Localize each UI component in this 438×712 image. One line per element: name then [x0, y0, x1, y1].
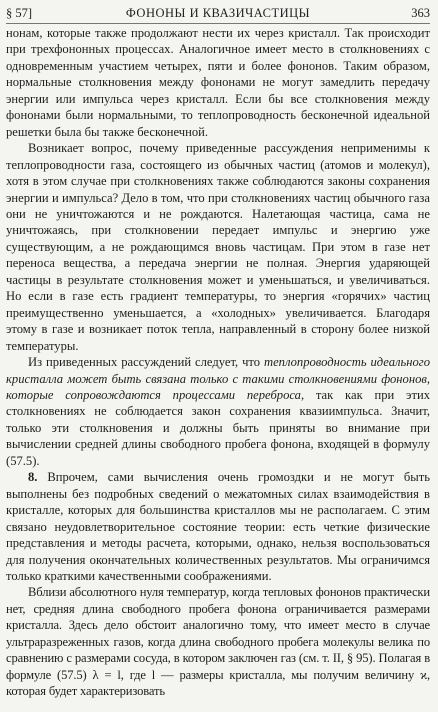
page-number: 363 — [411, 6, 430, 20]
body-text — [6, 25, 430, 700]
paragraph-3-tail: , так как при этих столкновениях не соблюдается закон сохранения квазиимпульса. Значит, только эти столкновения и должны быть приняты во внимание при вычислении средней длины свободного пробега фонона, входящей в формулу (57.5). — [6, 387, 430, 468]
paragraph-3 — [6, 354, 430, 469]
paragraph-5: Вблизи абсолютного нуля температур, когда тепловых фононов практически нет, средняя длина свободного пробега фонона ограничивается размерами кристалла. Здесь дело обстоит аналогично тому, что имеет место в случае ультраразреженных газов, когда длина свободного пробега молекулы велика по сравнению с размерами сосуда, в котором заключен газ (см. т. II, § 95). Полагая в формуле (57.5) λ = l, где l — размеры кристалла, мы получим величину ϰ, которая будет характеризовать — [6, 585, 430, 699]
running-header — [6, 3, 430, 23]
paragraph-3-lead: Из приведенных рассуждений следует, что — [28, 355, 264, 370]
section-marker: § 57] — [6, 6, 33, 20]
paragraph-4-number: 8. — [28, 470, 38, 485]
paragraph-1: нонам, которые также продолжают нести их через кристалл. Так происходит при трехфононных процессах. Аналогичное имеет место в столкновениях с одновременным участием четырех, пяти и более фононов. Таким образом, нормальные столкновения между фононами не могут замедлить передачу энергии или импульса через кристалл. Если бы все столкновения между фононами были нормальными, то теплопроводность бесконечной идеальной решетки была бы также бесконечной. — [6, 26, 430, 139]
paragraph-4-text: Впрочем, сами вычисления очень громоздки и не могут быть выполнены без подробных сведений о межатомных силах взаимодействия в кристалле, которых для большинства кристаллов мы не располагаем. С этим связано неудовлетворительное состояние теории: есть четкие физические представления и методы расчета, которыми, однако, нельзя воспользоваться для получения окончательных количественных результатов. Мы ограничимся только краткими качественными соображениями. — [6, 470, 430, 583]
paragraph-3-emphasis: теплопроводность идеального кристалла может быть связана только с такими столкновениями фононов, которые сопровождаются процессами переброса — [6, 355, 430, 402]
header-rule — [6, 23, 430, 24]
chapter-title: ФОНОНЫ И КВАЗИЧАСТИЦЫ — [125, 6, 311, 20]
paragraph-2: Возникает вопрос, почему приведенные рассуждения неприменимы к теплопроводности газа, состоящего из обычных частиц (атомов и молекул), хотя в этом случае при столкновениях также соблюдаются законы сохранения энергии и импульса? Дело в том, что при столкновениях частиц обычного газа они не уничтожаются и не рождаются. Налетающая частица, сама не уничтожаясь, при столкновении передает импульс и энергию уже существующим, а не рождающимся вновь частицам. При этом в газе нет переноса вещества, а передача энергии не полная. Энергия ударяющей частицы в результате столкновения может и уменьшаться, и увеличиваться. Но если в газе есть градиент температуры, то энергия «горячих» частиц преимущественно уменьшается, а «холодных» увеличивается. Благодаря этому в газе и возникает поток тепла, направленный в сторону более низкой температуры. — [6, 141, 430, 353]
paragraph-4 — [6, 469, 430, 584]
